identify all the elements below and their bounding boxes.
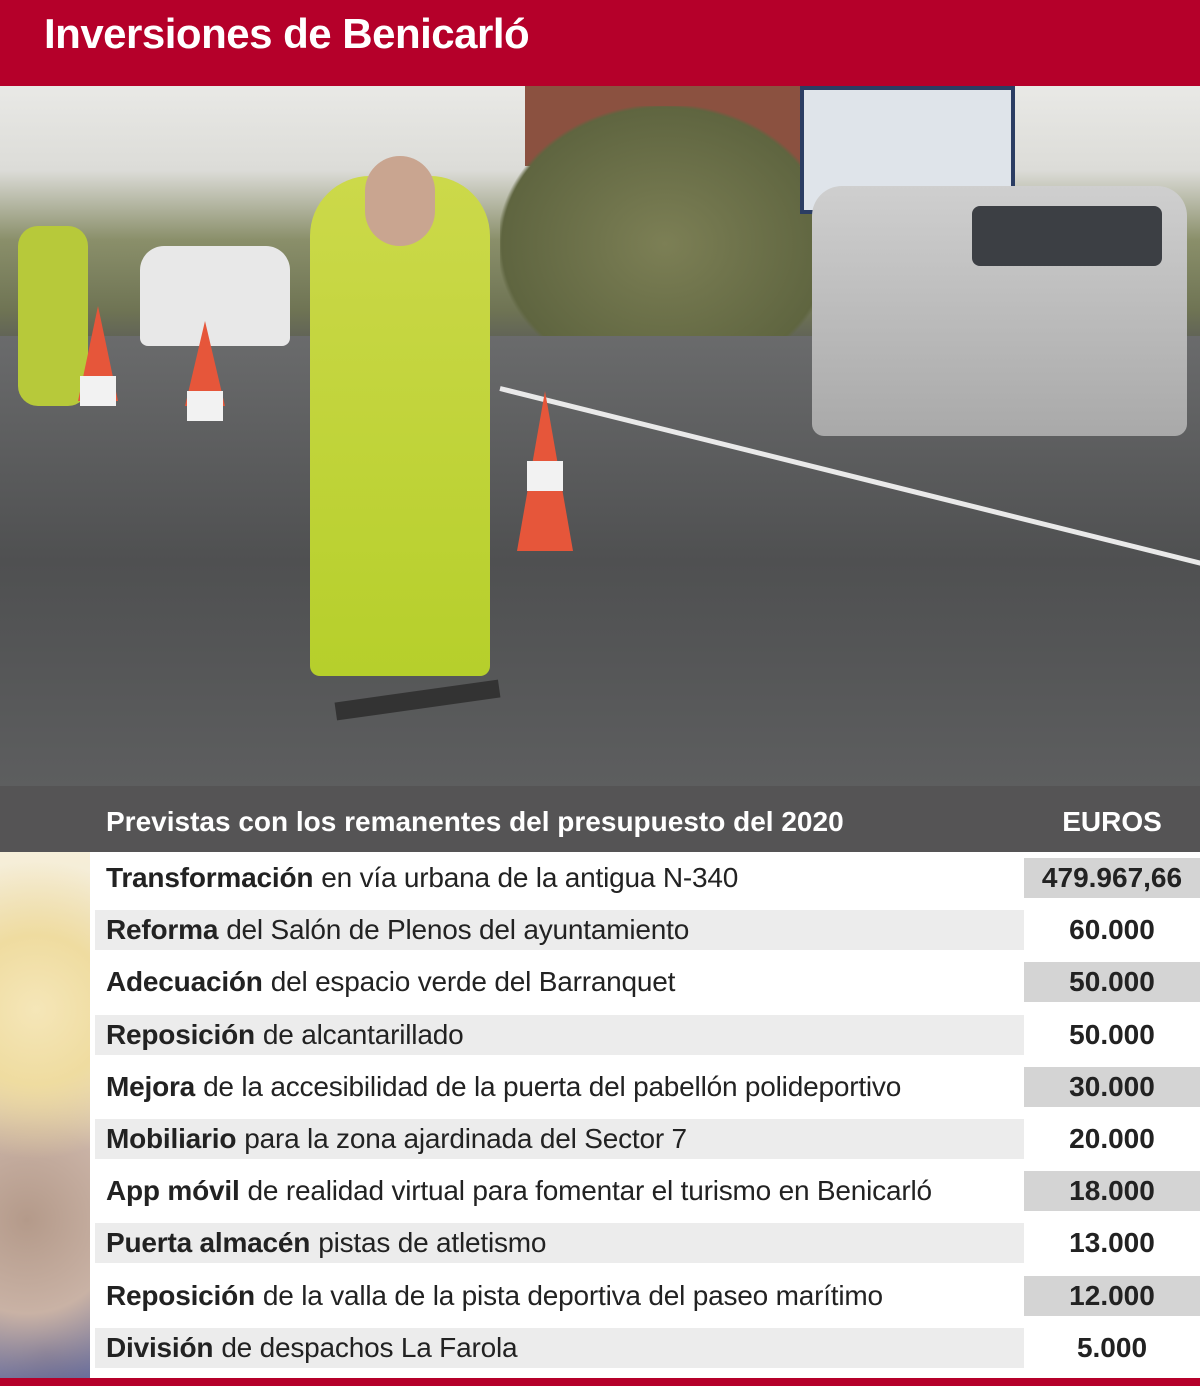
cone-icon — [185, 321, 225, 406]
investment-amount: 30.000 — [1024, 1067, 1200, 1107]
investment-detail: de despachos La Farola — [221, 1331, 518, 1363]
photo-worker — [310, 176, 490, 676]
investment-amount: 60.000 — [1069, 914, 1155, 946]
investment-keyword: Puerta almacén — [106, 1227, 311, 1259]
investment-description — [95, 1328, 1024, 1368]
page-title: Inversiones de Benicarló — [44, 10, 530, 57]
investment-detail: de la valla de la pista deportiva del paseo marítimo — [262, 1279, 883, 1311]
investment-amount: 50.000 — [1069, 1018, 1155, 1050]
investment-description — [95, 1067, 1024, 1107]
investment-description — [95, 1015, 1024, 1055]
investment-amount: 50.000 — [1024, 962, 1200, 1002]
photo-worker-head — [365, 156, 435, 246]
investment-keyword: Mobiliario — [106, 1123, 237, 1155]
investment-keyword: Reforma — [106, 914, 219, 946]
investment-detail: en vía urbana de la antigua N-340 — [321, 862, 739, 894]
title-banner — [0, 0, 1200, 86]
investment-amount: 5.000 — [1076, 1331, 1148, 1363]
investment-description — [95, 1119, 1024, 1159]
investment-keyword: Transformación — [106, 862, 314, 894]
table-row — [95, 956, 1200, 1008]
investment-keyword: División — [106, 1331, 214, 1363]
investment-amount: 12.000 — [1024, 1276, 1200, 1316]
investment-detail: pistas de atletismo — [318, 1227, 547, 1259]
table-row — [95, 1009, 1200, 1061]
table-header-euros: EUROS — [1062, 806, 1162, 837]
investment-detail: de la accesibilidad de la puerta del pabellón polideportivo — [203, 1070, 902, 1102]
investment-detail: para la zona ajardinada del Sector 7 — [244, 1123, 687, 1155]
table-row — [95, 1322, 1200, 1374]
investment-keyword: Reposición — [106, 1018, 255, 1050]
investment-amount: 13.000 — [1069, 1227, 1155, 1259]
table-row — [95, 1113, 1200, 1165]
investment-amount: 20.000 — [1069, 1123, 1155, 1155]
table-header — [0, 786, 1200, 852]
table-row — [95, 1061, 1200, 1113]
investment-keyword: Reposición — [106, 1279, 255, 1311]
table-row — [95, 904, 1200, 956]
table-row — [95, 1165, 1200, 1217]
investment-description — [95, 910, 1024, 950]
table-row — [95, 1270, 1200, 1322]
investment-amount: 479.967,66 — [1024, 858, 1200, 898]
investment-description — [95, 962, 1024, 1002]
photo-suv — [812, 186, 1187, 436]
investment-detail: de alcantarillado — [262, 1018, 464, 1050]
banknote-decoration — [0, 852, 90, 1378]
photo-road-workers — [0, 86, 1200, 786]
investment-description — [95, 1171, 1024, 1211]
investments-table — [95, 852, 1200, 1374]
investment-description — [95, 1223, 1024, 1263]
investment-detail: del Salón de Plenos del ayuntamiento — [226, 914, 690, 946]
investment-detail: del espacio verde del Barranquet — [270, 966, 676, 998]
table-header-title: Previstas con los remanentes del presupuesto del 2020 — [106, 806, 844, 837]
table-row — [95, 1217, 1200, 1269]
investment-description — [95, 1276, 1024, 1316]
investment-keyword: Mejora — [106, 1070, 196, 1102]
bottom-rule — [0, 1378, 1200, 1386]
investment-detail: de realidad virtual para fomentar el turismo en Benicarló — [247, 1175, 932, 1207]
photo-vegetation — [500, 106, 830, 336]
investment-description — [95, 858, 1024, 898]
investment-amount: 18.000 — [1024, 1171, 1200, 1211]
investment-keyword: App móvil — [106, 1175, 240, 1207]
cone-icon — [78, 306, 118, 401]
investment-keyword: Adecuación — [106, 966, 263, 998]
table-row — [95, 852, 1200, 904]
cone-icon — [517, 391, 573, 551]
